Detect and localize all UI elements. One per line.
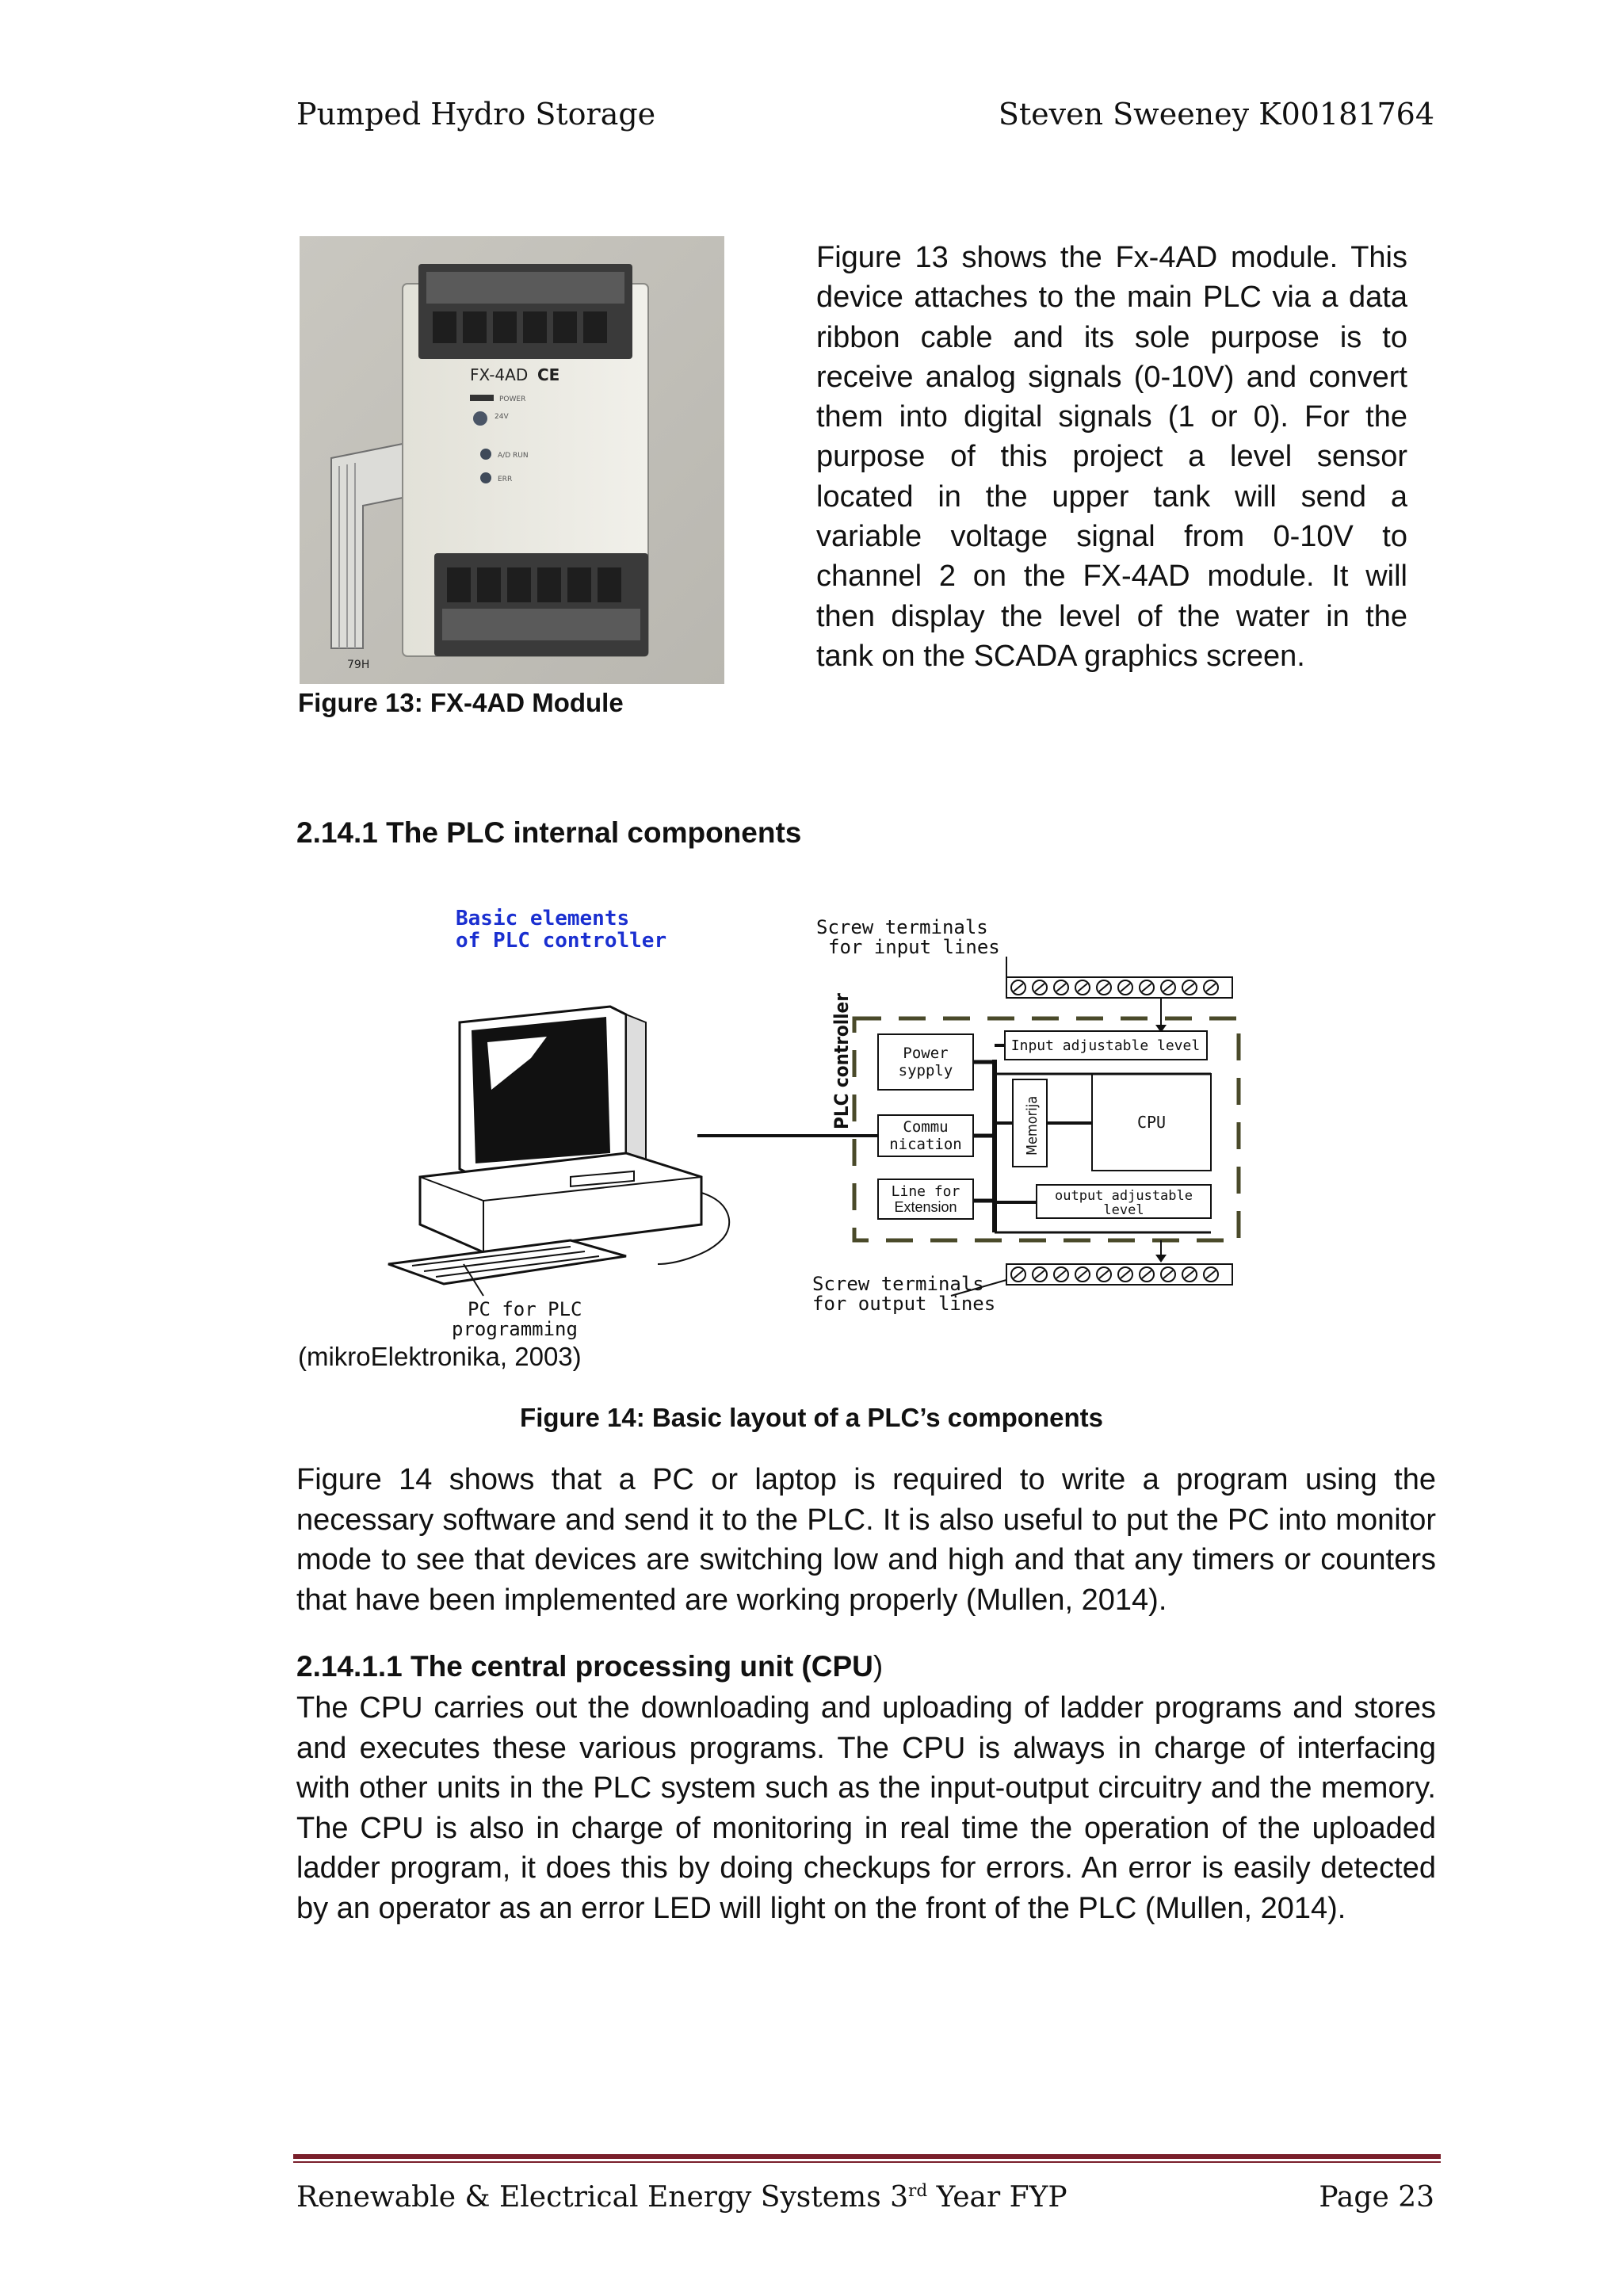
plc-diagram-svg — [388, 892, 1260, 1340]
pc-illustration — [388, 1007, 729, 1284]
output-terminals-label-1: Screw terminals — [812, 1273, 984, 1295]
pc-label-1: PC for PLC — [468, 1298, 582, 1320]
footer-rule — [293, 2154, 1441, 2165]
fx4ad-module-illustration — [300, 236, 724, 684]
footer-course — [296, 2181, 1067, 2214]
input-screw-terminals — [1006, 977, 1232, 998]
paragraph-pc-requirement: Figure 14 shows that a PC or laptop is required to write a program using the necessary software and send it to the PLC. It is also useful to put the PC into monitor mode to see that devices are switching low and high and that any timers or counters that have been implemented are working properly (Mullen, 2014). — [296, 1463, 1436, 1617]
section-heading-bold: 2.14.1.1 The central processing unit (CPU — [296, 1650, 873, 1683]
photo-power-label: POWER — [499, 395, 526, 403]
section-heading-tail: ) — [873, 1650, 884, 1683]
footer-page-number: Page 23 — [1319, 2181, 1434, 2214]
plc-controller-label: PLC controller — [831, 993, 853, 1129]
cpu-label: CPU — [1136, 1113, 1167, 1132]
figure14-caption: Figure 14: Basic layout of a PLC’s components — [520, 1403, 1103, 1432]
footer-course-post: Year FYP — [927, 2181, 1067, 2214]
extension-label-1: Line for — [891, 1183, 960, 1200]
communication-label-2: nication — [889, 1136, 962, 1153]
pc-label-2: programming — [452, 1318, 578, 1340]
footer-course-sup: rd — [908, 2181, 928, 2201]
figure13-caption: Figure 13: FX-4AD Module — [298, 688, 624, 717]
photo-ce-mark: CE — [537, 365, 560, 384]
figure13-description: Figure 13 shows the Fx-4AD module. This device attaches to the main PLC via a data ribbon cable and its sole purpose is to receive analog signals (0-10V) and convert them into digital signals (1 or 0). For the purpose of this project a level sensor located in the upper tank will send a variable voltage signal from 0-10V to channel 2 on the FX-4AD module. It will then display the level of the water in the tank on the SCADA graphics screen. — [816, 241, 1407, 673]
footer-course-pre: Renewable & Electrical Energy Systems 3 — [296, 2181, 909, 2214]
figure14-source: (mikroElektronika, 2003) — [298, 1342, 582, 1371]
photo-model-label: FX-4AD — [470, 365, 529, 384]
photo-run-label: A/D RUN — [498, 452, 529, 460]
extension-label-2: Extension — [894, 1199, 957, 1215]
photo-24v-label: 24V — [495, 413, 509, 421]
communication-label-1: Commu — [903, 1118, 949, 1136]
memory-label: Memorija — [1024, 1095, 1041, 1156]
output-terminals-label-2: for output lines — [812, 1293, 996, 1315]
header-author: Steven Sweeney K00181764 — [998, 97, 1434, 132]
fx4ad-module-photo — [300, 236, 724, 684]
diagram-title-line1: Basic elements — [456, 907, 630, 930]
power-supply-label-1: Power — [903, 1045, 949, 1062]
input-terminals-label-2: for input lines — [828, 936, 1000, 958]
output-screw-terminals — [1006, 1264, 1232, 1285]
paragraph-cpu: The CPU carries out the downloading and uploading of ladder programs and stores and executes these various programs. The CPU is always in charge of interfacing with other units in the PLC system such as the input-output circuitry and the memory. The CPU is also in charge of monitoring in real time the operation of the uploaded ladder program, it does this by doing checkups for errors. An error is easily detected by an operator as an error LED will light on the front of the PLC (Mullen, 2014). — [296, 1691, 1436, 1925]
input-terminals-label-1: Screw terminals — [816, 916, 988, 938]
header-title: Pumped Hydro Storage — [296, 97, 656, 132]
photo-code-label: 79H — [347, 659, 370, 671]
input-level-label: Input adjustable level — [1010, 1037, 1201, 1054]
output-level-label-1: output adjustable — [1055, 1188, 1193, 1204]
plc-components-diagram — [388, 892, 1260, 1340]
section-heading-2-14-1: 2.14.1 The PLC internal components — [296, 816, 802, 849]
photo-err-label: ERR — [498, 476, 513, 483]
power-supply-label-2: sypply — [898, 1062, 953, 1079]
section-heading-2-14-1-1 — [296, 1650, 883, 1683]
diagram-title-line2: of PLC controller — [456, 929, 667, 953]
output-level-label-2: level — [1103, 1202, 1144, 1218]
